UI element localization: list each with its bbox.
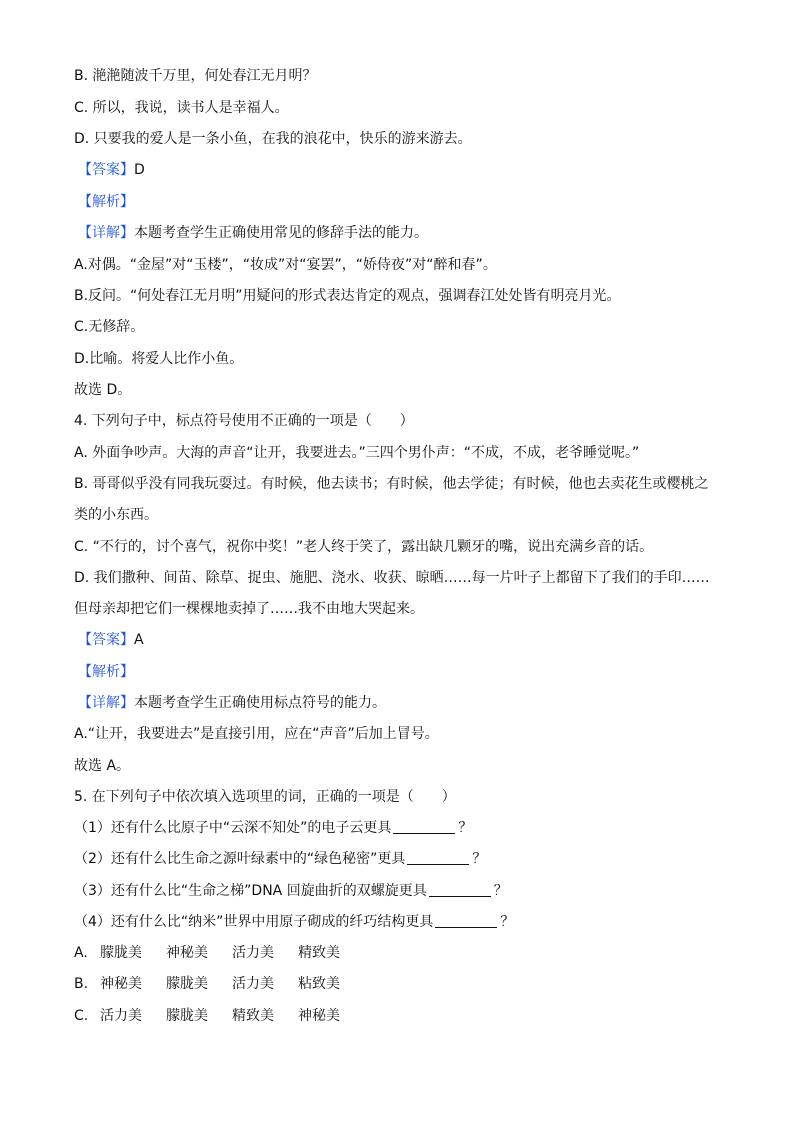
q3-choice: 故选 D。 — [74, 382, 132, 398]
sentence-end: ？ — [458, 820, 473, 836]
option-word: 朦胧美 — [166, 1008, 208, 1024]
q3-option-b: B. 滟滟随波千万里，何处春江无月明？ — [74, 68, 317, 84]
q4-analysis-tag: 【解析】 — [78, 664, 134, 680]
q3-answer — [78, 160, 728, 180]
sentence-end: ？ — [500, 914, 515, 930]
sentence-end: ？ — [493, 883, 508, 899]
answer-value: D — [134, 162, 145, 178]
q3-detail — [78, 223, 728, 243]
q4-explain-a: A.“让开，我要进去”是直接引用，应在“声音”后加上冒号。 — [74, 726, 439, 742]
option-word: 神秘美 — [298, 1008, 340, 1024]
q4-option-a: A. 外面争吵声。大海的声音“让开，我要进去。”三四个男仆声：“不成，不成，老爷睡觉呢。” — [74, 445, 640, 461]
q3-explain-d: D.比喻。将爱人比作小鱼。 — [74, 351, 244, 367]
option-word: 神秘美 — [100, 976, 142, 992]
sentence-text: （1）还有什么比原子中“云深不知处”的电子云更具 — [74, 820, 392, 836]
option-word: 神秘美 — [166, 945, 208, 961]
q3-option-c: C. 所以，我说，读书人是幸福人。 — [74, 100, 289, 116]
q3-explain-a: A.对偶。“金屋”对“玉楼”，“妆成”对“宴罢”，“娇侍夜”对“醉和春”。 — [74, 257, 497, 273]
answer-tag: 【答案】 — [78, 632, 134, 648]
q4-option-b-line2: 类的小东西。 — [74, 507, 158, 523]
detail-tag: 【详解】 — [78, 225, 134, 241]
q5-option-b — [74, 974, 724, 994]
q3-analysis-tag: 【解析】 — [78, 194, 134, 210]
q3-option-d: D. 只要我的爱人是一条小鱼，在我的浪花中，快乐的游来游去。 — [74, 131, 472, 147]
sentence-text: （2）还有什么比生命之源叶绿素中的“绿色秘密”更具 — [74, 851, 406, 867]
q4-choice: 故选 A。 — [74, 758, 131, 774]
option-word: 朦胧美 — [166, 976, 208, 992]
answer-tag: 【答案】 — [78, 162, 134, 178]
option-word: 精致美 — [298, 945, 340, 961]
option-word: 粘致美 — [298, 976, 340, 992]
q5-option-c — [74, 1006, 724, 1026]
option-letter: B. — [74, 976, 89, 992]
q4-detail — [78, 693, 728, 713]
q3-explain-b: B.反问。“何处春江无月明”用疑问的形式表达肯定的观点，强调春江处处皆有明亮月光。 — [74, 288, 621, 304]
q5-sentence-3 — [74, 881, 724, 901]
option-letter: C. — [74, 1008, 89, 1024]
option-word: 活力美 — [100, 1008, 142, 1024]
q5-sentence-4 — [74, 912, 724, 932]
q5-option-a — [74, 943, 724, 963]
detail-text: 本题考查学生正确使用标点符号的能力。 — [134, 695, 386, 711]
q3-explain-c: C.无修辞。 — [74, 319, 145, 335]
q4-option-b-line1: B. 哥哥似乎没有同我玩耍过。有时候，他去读书；有时候，他去学徒；有时候，他也去卖花生或樱桃之 — [74, 476, 709, 492]
fill-blank — [429, 882, 491, 897]
fill-blank — [435, 913, 497, 928]
q4-option-c: C. “不行的，讨个喜气，祝你中奖！”老人终于笑了，露出缺几颗牙的嘴，说出充满乡音的话。 — [74, 539, 654, 555]
q4-stem: 4. 下列句子中，标点符号使用不正确的一项是（ ） — [74, 413, 414, 429]
q4-option-d-line1: D. 我们撒种、间苗、除草、捉虫、施肥、浇水、收获、晾晒……每一片叶子上都留下了我们的手印…… — [74, 570, 710, 586]
sentence-text: （3）还有什么比“生命之梯”DNA 回旋曲折的双螺旋更具 — [74, 883, 427, 899]
option-word: 朦胧美 — [100, 945, 142, 961]
sentence-end: ？ — [472, 851, 487, 867]
fill-blank — [407, 850, 469, 865]
q5-sentence-1 — [74, 818, 724, 838]
sentence-text: （4）还有什么比“纳米”世界中用原子砌成的纤巧结构更具 — [74, 914, 434, 930]
option-word: 活力美 — [232, 945, 274, 961]
q4-option-d-line2: 但母亲却把它们一棵棵地卖掉了……我不由地大哭起来。 — [74, 601, 424, 617]
q4-answer — [78, 630, 728, 650]
fill-blank — [393, 819, 455, 834]
answer-value: A — [134, 632, 144, 648]
option-word: 活力美 — [232, 976, 274, 992]
detail-tag: 【详解】 — [78, 695, 134, 711]
q5-sentence-2 — [74, 849, 724, 869]
option-letter: A. — [74, 945, 88, 961]
detail-text: 本题考查学生正确使用常见的修辞手法的能力。 — [134, 225, 428, 241]
q5-stem: 5. 在下列句子中依次填入选项里的词，正确的一项是（ ） — [74, 789, 456, 805]
option-word: 精致美 — [232, 1008, 274, 1024]
